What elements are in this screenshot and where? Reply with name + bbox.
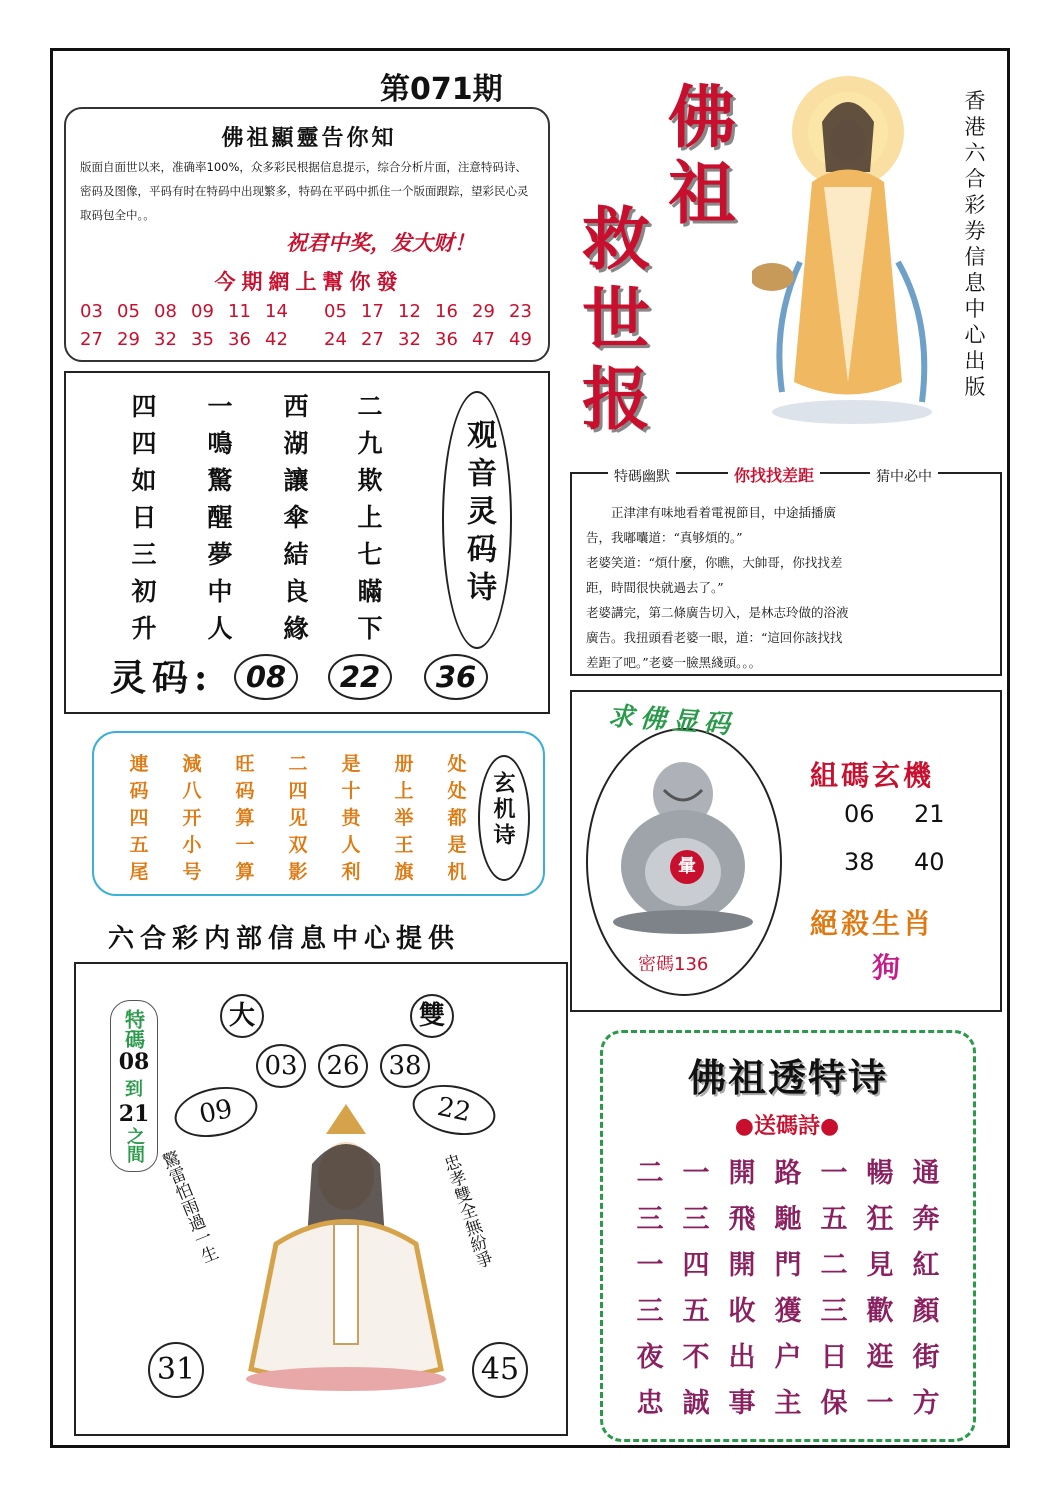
humor-box: [570, 466, 1002, 676]
top-number: 38: [380, 1044, 430, 1088]
brand-char: 佛: [668, 78, 737, 158]
kill-zodiac: 狗: [872, 951, 901, 984]
verse-char: 二: [636, 1158, 664, 1189]
brand-char: 救: [582, 200, 651, 280]
number-cell: 05: [324, 301, 347, 322]
number-cell: 32: [398, 329, 421, 350]
number-cell: 32: [154, 329, 177, 350]
guanyin-box: [74, 962, 568, 1436]
poem-char: 鳴: [207, 429, 233, 458]
kill-title: 絕殺生肖: [810, 907, 935, 940]
xuanji-char: 算: [235, 861, 255, 883]
poem-char: 三: [131, 540, 157, 569]
xuanji-char: 八: [182, 780, 202, 802]
number-cell: 11: [228, 301, 251, 322]
xuanji-char: 算: [235, 807, 255, 829]
poem-char: 良: [283, 577, 309, 606]
xuanji-char: 尾: [129, 861, 149, 883]
poem-column-2: [200, 387, 240, 646]
xuanji-char: 旺: [235, 753, 255, 775]
verse-char: 三: [682, 1204, 710, 1235]
notice-body: 版面自面世以来，准确率100%，众多彩民根据信息提示，综合分析片面，注意特码诗、密码及图像，平码有时在特码中出现繁多，特码在平码中抓住一个版面跟踪，望彩民心灵取码包全中。。: [80, 160, 529, 222]
xuanji-char: 影: [288, 861, 308, 883]
poem-char: 日: [131, 503, 157, 532]
verse-char: 獲: [774, 1296, 802, 1327]
xuanji-box: [92, 731, 545, 896]
poem-char: 二: [357, 392, 383, 421]
xuanji-char: 码: [235, 780, 255, 802]
range-to-label: 到: [125, 1079, 143, 1100]
xuanji-char: 四: [129, 807, 149, 829]
verse-char: 暢: [866, 1158, 894, 1189]
issue-number: 第071期: [380, 72, 503, 107]
xuanji-char: 是: [447, 834, 467, 856]
poem-char: 如: [131, 466, 157, 495]
humor-header-right: 猜中必中: [870, 466, 938, 486]
brand-char: 报: [582, 360, 651, 440]
verse-row: [627, 1289, 949, 1335]
number-cell: 23: [509, 301, 532, 322]
humor-line: 距，時間很快就過去了。”: [586, 580, 724, 595]
verse-char: 街: [912, 1342, 940, 1373]
bullet-icon: ●: [734, 1113, 754, 1139]
provider-line: 六合彩内部信息中心提供: [108, 924, 461, 954]
ling-number: 36: [424, 654, 488, 700]
pair-label: 雙: [410, 994, 454, 1038]
combo-number: 06: [844, 800, 875, 828]
verse-row: [627, 1243, 949, 1289]
xuanji-char: 十: [341, 780, 361, 802]
verse-char: 保: [820, 1388, 848, 1419]
verse-char: 奔: [912, 1204, 940, 1235]
poem-char: 升: [131, 614, 157, 643]
brand-char: 祖: [668, 154, 737, 234]
verse-char: 三: [820, 1296, 848, 1327]
verse-box: [600, 1030, 976, 1442]
xuanji-char: 机: [447, 861, 467, 883]
right-oval-number: 22: [408, 1078, 500, 1142]
xuanji-char: 处: [447, 780, 467, 802]
verse-char: 主: [774, 1388, 802, 1419]
verse-grid: [627, 1151, 949, 1427]
special-label: 特碼: [121, 1009, 146, 1049]
xuanji-char: 一: [235, 834, 255, 856]
humor-body: [586, 500, 994, 675]
brand-line-2: [582, 200, 650, 440]
ling-number: 08: [234, 654, 298, 700]
xuanji-char: 双: [288, 834, 308, 856]
verse-subtitle-row: [697, 1109, 877, 1140]
top-number: 03: [256, 1044, 306, 1088]
xuanji-column: [124, 749, 154, 884]
notice-box: [64, 107, 550, 362]
xuanji-char: 上: [394, 780, 414, 802]
range-end: 之間: [124, 1127, 145, 1163]
poem-char: 下: [357, 614, 383, 643]
number-cell: 08: [154, 301, 177, 322]
xuanji-grid: [124, 749, 472, 884]
verse-char: 不: [682, 1342, 710, 1373]
combo-number: 38: [844, 848, 875, 876]
poem-char: 夢: [207, 540, 233, 569]
poem-char: 七: [357, 540, 383, 569]
xuanji-char: 旗: [394, 861, 414, 883]
bullet-icon: ●: [820, 1113, 840, 1139]
xuanji-char: 贵: [341, 807, 361, 829]
number-cell: 05: [117, 301, 140, 322]
verse-char: 紅: [912, 1250, 940, 1281]
xuanji-char: 利: [341, 861, 361, 883]
verse-char: 事: [728, 1388, 756, 1419]
special-range: [110, 1000, 158, 1172]
bottom-right-number: 45: [472, 1342, 528, 1398]
xuanji-char: 处: [447, 753, 467, 775]
verse-char: 飛: [728, 1204, 756, 1235]
verse-char: 通: [912, 1158, 940, 1189]
publisher-label: 香港六合彩券信息中心出版: [964, 89, 986, 399]
poem-char: 西: [283, 392, 309, 421]
poem-char: 四: [131, 392, 157, 421]
verse-char: 開: [728, 1158, 756, 1189]
verse-char: 夜: [636, 1342, 664, 1373]
verse-char: 狂: [866, 1204, 894, 1235]
number-cell: 09: [191, 301, 214, 322]
xuanji-char: 連: [129, 753, 149, 775]
verse-char: 顏: [912, 1296, 940, 1327]
humor-header-left: 特碼幽默: [608, 466, 676, 486]
number-cell: 49: [509, 329, 532, 350]
range-to: 21: [118, 1101, 150, 1127]
combo-number: 21: [914, 800, 945, 828]
verse-row: [627, 1335, 949, 1381]
top-number: 26: [318, 1044, 368, 1088]
combo-title: 組碼玄機: [810, 759, 935, 792]
poem-char: 上: [357, 503, 383, 532]
poem-title: 观音灵码诗: [461, 419, 496, 609]
number-cell: 35: [191, 329, 214, 350]
xuanji-char: 是: [341, 753, 361, 775]
verse-char: 一: [820, 1158, 848, 1189]
xuanji-char: 册: [394, 753, 414, 775]
number-cell: 16: [435, 301, 458, 322]
verse-char: 馳: [774, 1204, 802, 1235]
poem-char: 結: [283, 540, 309, 569]
verse-char: 五: [820, 1204, 848, 1235]
poem-char: 四: [131, 429, 157, 458]
number-cell: 47: [472, 329, 495, 350]
xuanji-char: 王: [394, 834, 414, 856]
poem-char: 緣: [283, 614, 309, 643]
verse-char: 户: [774, 1342, 802, 1373]
verse-char: 忠: [636, 1388, 664, 1419]
number-cell: 12: [398, 301, 421, 322]
number-cell: 36: [435, 329, 458, 350]
number-cell: 17: [361, 301, 384, 322]
xuanji-column: [283, 749, 313, 884]
verse-char: 收: [728, 1296, 756, 1327]
xuanji-char: 码: [129, 780, 149, 802]
range-from: 08: [118, 1049, 150, 1075]
buddha-box: [570, 690, 1002, 1012]
combo-number: 40: [914, 848, 945, 876]
number-cell: 36: [228, 329, 251, 350]
buddha-badge: 暈: [670, 850, 704, 884]
xuanji-char: 小: [182, 834, 202, 856]
verse-char: 四: [682, 1250, 710, 1281]
verse-char: 門: [774, 1250, 802, 1281]
poem-column-1: [124, 387, 164, 646]
poem-char: 醒: [207, 503, 233, 532]
number-cell: 14: [265, 301, 288, 322]
poem-char: 湖: [283, 429, 309, 458]
poem-char: 初: [131, 577, 157, 606]
poem-char: 傘: [283, 503, 309, 532]
verse-char: 五: [682, 1296, 710, 1327]
xuanji-char: 号: [182, 861, 202, 883]
xuanji-column: [230, 749, 260, 884]
xuanji-char: 四: [288, 780, 308, 802]
poem-char: 瞞: [357, 577, 383, 606]
verse-char: 三: [636, 1204, 664, 1235]
verse-char: 歡: [866, 1296, 894, 1327]
notice-wish: 祝君中奖，发大财！: [286, 230, 475, 255]
verse-char: 逛: [866, 1342, 894, 1373]
notice-subtitle: 今期網上幫你發: [214, 269, 404, 294]
number-row-1: [80, 301, 546, 322]
poem-char: 中: [207, 577, 233, 606]
verse-row: [627, 1381, 949, 1427]
xuanji-column: [336, 749, 366, 884]
verse-row: [627, 1151, 949, 1197]
xuanji-title-oval: [478, 755, 530, 881]
xuanji-char: 开: [182, 807, 202, 829]
xuanji-char: 见: [288, 807, 308, 829]
poem-char: 讓: [283, 466, 309, 495]
xuanji-char: 二: [288, 753, 308, 775]
xuanji-char: 五: [129, 834, 149, 856]
ling-number: 22: [328, 654, 392, 700]
right-verse: 忠孝雙全無紛爭: [438, 1151, 494, 1272]
ling-label: 灵码:: [110, 657, 214, 699]
humor-line: 廣告。我扭頭看老婆一眼，道：“這回你該找找: [586, 630, 843, 645]
xuanji-column: [389, 749, 419, 884]
verse-subtitle: 送碼詩: [753, 1113, 820, 1139]
secret-code: 密碼136: [638, 954, 709, 975]
big-label: 大: [220, 994, 264, 1038]
verse-char: 誠: [682, 1388, 710, 1419]
humor-line: 正津津有味地看着電視節目，中途插播廣: [586, 505, 837, 520]
number-row-2: [80, 329, 546, 350]
verse-row: [627, 1197, 949, 1243]
xuanji-char: 举: [394, 807, 414, 829]
number-cell: 27: [80, 329, 103, 350]
number-cell: 29: [117, 329, 140, 350]
poem-char: 驚: [207, 466, 233, 495]
xuanji-char: 減: [182, 753, 202, 775]
poem-title-oval: [442, 391, 512, 649]
seated-guanyin-illustration: [236, 1104, 456, 1394]
left-verse: 驚雷怕雨過一生: [156, 1148, 220, 1267]
standing-guanyin-illustration: [752, 62, 950, 432]
brand-char: 世: [582, 280, 651, 360]
humor-header-mid: 你找找差距: [728, 463, 820, 486]
left-oval-number: 09: [170, 1080, 262, 1144]
poem-char: 一: [207, 392, 233, 421]
humor-line: 老婆笑道：“煩什麼，你瞧，大帥哥，你找找差: [586, 555, 843, 570]
verse-char: 三: [636, 1296, 664, 1327]
poem-column-4: [350, 387, 390, 646]
laughing-buddha-illustration: [608, 754, 758, 934]
bottom-left-number: 31: [148, 1342, 204, 1398]
verse-char: 方: [912, 1388, 940, 1419]
humor-line: 差距了吧。”老婆一臉黑綫頭。。。: [586, 655, 762, 670]
xuanji-column: [442, 749, 472, 884]
xuanji-column: [177, 749, 207, 884]
verse-char: 出: [728, 1342, 756, 1373]
buddha-caption: 求佛显码: [606, 701, 737, 741]
verse-char: 二: [820, 1250, 848, 1281]
xuanji-char: 都: [447, 807, 467, 829]
notice-title: 佛祖顯靈告你知: [221, 125, 397, 151]
xuanji-title: 玄机诗: [490, 771, 516, 849]
verse-char: 開: [728, 1250, 756, 1281]
brand-line-1: [668, 80, 736, 232]
humor-line: 告，我嘟囔道：“真够煩的。”: [586, 530, 743, 545]
poem-char: 人: [207, 614, 233, 643]
humor-line: 老婆講完，第二條廣告切入，是林志玲做的浴液: [586, 605, 849, 620]
verse-char: 日: [820, 1342, 848, 1373]
number-cell: 42: [265, 329, 288, 350]
number-cell: 29: [472, 301, 495, 322]
poem-char: 欺: [357, 466, 383, 495]
poem-char: 九: [357, 429, 383, 458]
verse-char: 一: [682, 1158, 710, 1189]
number-cell: 03: [80, 301, 103, 322]
verse-char: 路: [774, 1158, 802, 1189]
verse-char: 一: [866, 1388, 894, 1419]
verse-char: 一: [636, 1250, 664, 1281]
number-cell: 27: [361, 329, 384, 350]
verse-title: 佛祖透特诗: [687, 1055, 888, 1100]
verse-char: 見: [866, 1250, 894, 1281]
number-cell: 24: [324, 329, 347, 350]
xuanji-char: 人: [341, 834, 361, 856]
poem-column-3: [276, 387, 316, 646]
